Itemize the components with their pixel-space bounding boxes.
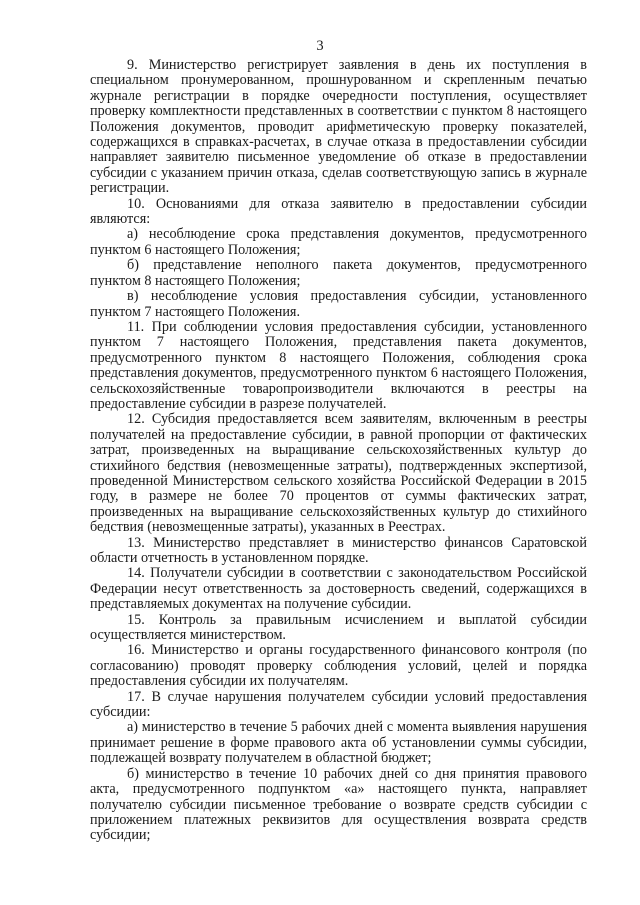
paragraph-10: 10. Основаниями для отказа заявителю в предоставлении субсидии являются: <box>90 195 587 228</box>
page-number: 3 <box>316 38 324 54</box>
paragraph-9: 9. Министерство регистрирует заявления в день их поступления в специальном пронумерованном, прошнурованном и скрепленным печатью журнале регистрации в порядке очередности поступления, осуществляет проверку комплектности представленных в соответствии с пунктом 8 настоящего Положения документов, проводит арифметическую проверку показателей, содержащихся в справках-расчетах, в случае отказа в предоставлении субсидии направляет заявителю письменное уведомление об отказе в предоставлении субсидии с указанием причин отказа, сделав соответствующую запись в журнале регистрации. <box>90 57 587 197</box>
paragraph-11: 11. При соблюдении условия предоставления субсидии, установленного пунктом 7 настоящего Положения, представления пакета документов, предусмотренного пунктом 8 настоящего Положения, соблюдения срока представления документов, предусмотренного пунктом 6 настоящего Положения, сельскохозяйственные товаропроизводители включаются в реестры на предоставление субсидии в разрезе получателей. <box>90 318 587 412</box>
paragraph-16: 16. Министерство и органы государственного финансового контроля (по согласованию) проводят проверку соблюдения условий, целей и порядка предоставления субсидии их получателям. <box>90 642 587 690</box>
paragraph-14: 14. Получатели субсидии в соответствии с законодательством Российской Федерации несут ответственность за достоверность сведений, содержащихся в представляемых документах на получение субсидии. <box>90 565 587 613</box>
document-body <box>90 58 587 844</box>
paragraph-12: 12. Субсидия предоставляется всем заявителям, включенным в реестры получателей на предоставление субсидии, в равной пропорции от фактических затрат, произведенных на выращивание сельскохозяйственных культур до стихийного бедствия (невозмещенные затраты), подтвержденных экспертизой, проведенной Министерством сельского хозяйства Российской Федерации в 2015 году, в размере не более 70 процентов от суммы фактических затрат, произведенных на выращивание сельскохозяйственных культур до стихийного бедствия (невозмещенные затраты), указанных в Реестрах. <box>90 411 587 536</box>
paragraph-17-a: а) министерство в течение 5 рабочих дней с момента выявления нарушения принимает решение в форме правового акта об установлении суммы субсидии, подлежащей возврату получателем в областной бюджет; <box>90 719 587 767</box>
paragraph-13: 13. Министерство представляет в министерство финансов Саратовской области отчетность в установленном порядке. <box>90 534 587 566</box>
paragraph-17-b: б) министерство в течение 10 рабочих дней со дня принятия правового акта, предусмотренного подпунктом «а» настоящего пункта, направляет получателю субсидии письменное требование о возврате средств субсидии с приложением платежных реквизитов для осуществления возврата средств субсидии; <box>90 765 587 844</box>
paragraph-17: 17. В случае нарушения получателем субсидии условий предоставления субсидии: <box>90 688 587 721</box>
paragraph-10-a: а) несоблюдение срока представления документов, предусмотренного пунктом 6 настоящего Положения; <box>90 226 587 258</box>
paragraph-15: 15. Контроль за правильным исчислением и выплатой субсидии осуществляется министерством. <box>90 611 587 644</box>
paragraph-10-v: в) несоблюдение условия предоставления субсидии, установленного пунктом 7 настоящего Положения. <box>90 288 587 320</box>
paragraph-10-b: б) представление неполного пакета документов, предусмотренного пунктом 8 настоящего Положения; <box>90 257 587 289</box>
